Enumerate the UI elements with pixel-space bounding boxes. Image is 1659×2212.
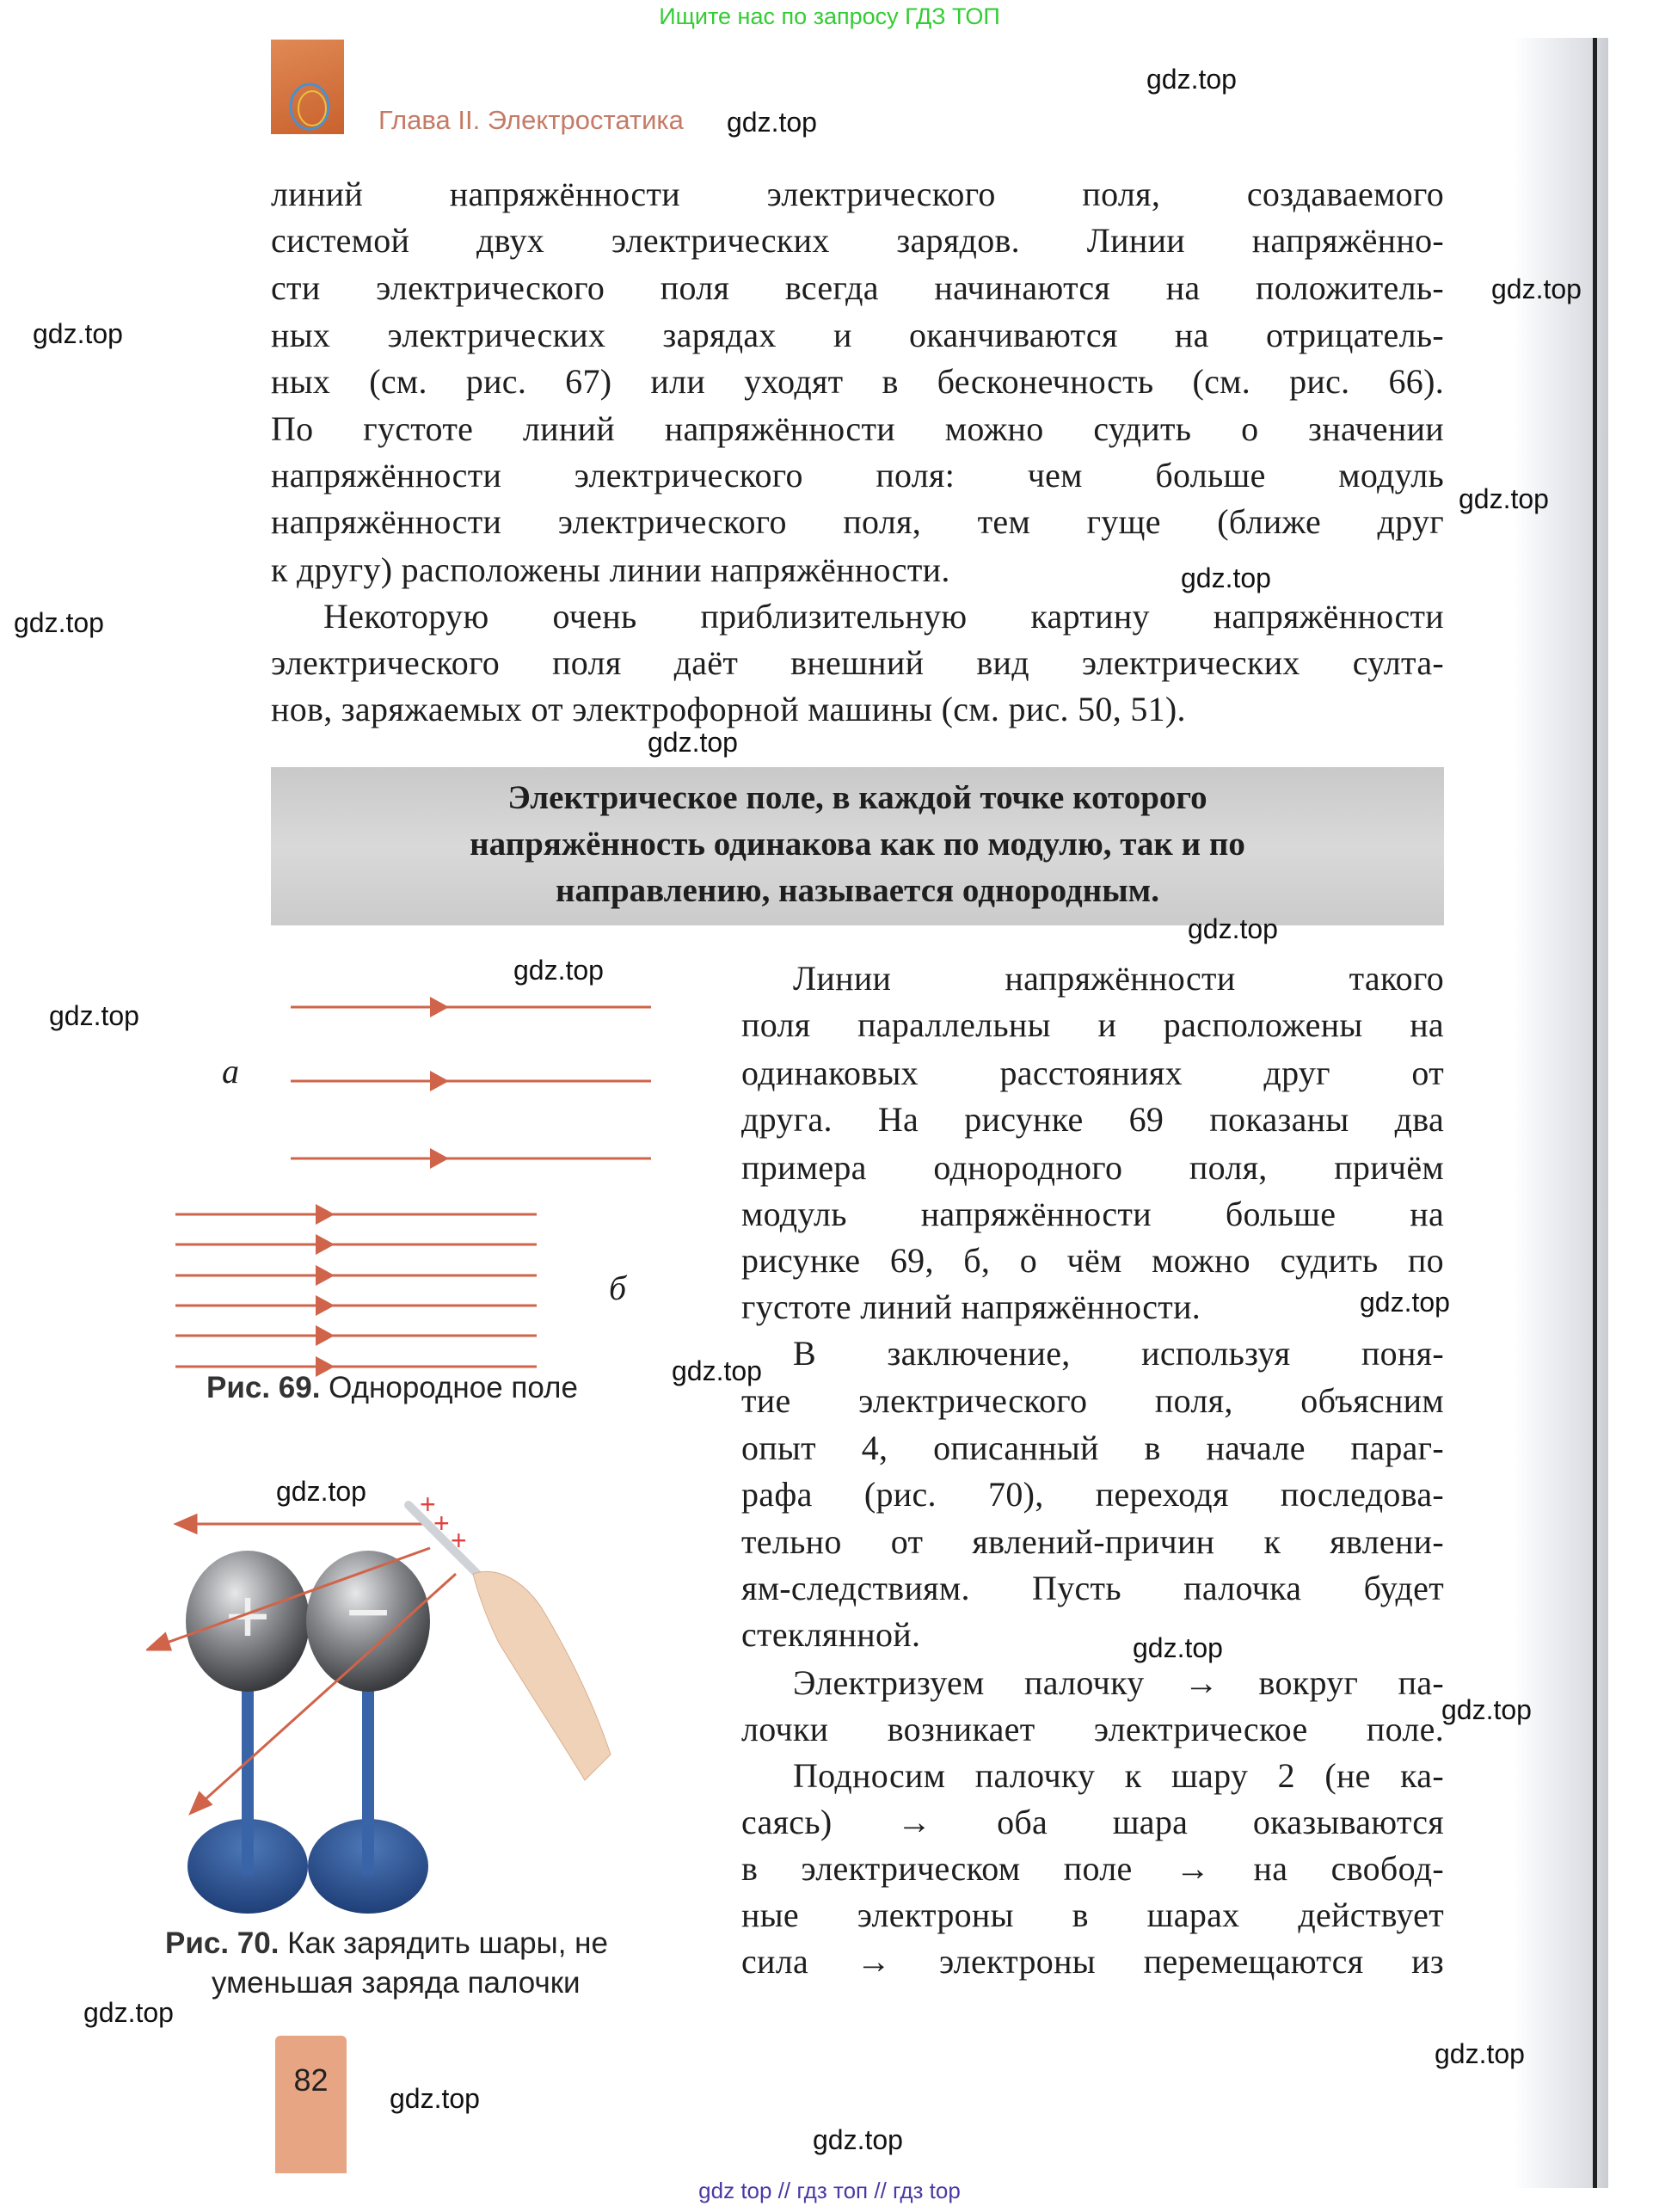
- watermark-text: gdz.top: [1459, 483, 1549, 514]
- rod-plus-3: +: [451, 1525, 467, 1556]
- text-line: саясь) → оба шара оказываются: [741, 1803, 1444, 1841]
- text-line: Электризуем палочку → вокруг па-: [793, 1663, 1444, 1702]
- text-line: тие электрического поля, объясним: [741, 1381, 1444, 1420]
- definition-line: Электрическое поле, в каждой точке которого: [507, 779, 1207, 816]
- watermark-text: gdz.top: [813, 2124, 903, 2155]
- text-line: электрического поля даёт внешний вид электрических султа-: [271, 643, 1444, 682]
- chapter-title: Глава II. Электростатика: [378, 105, 684, 135]
- figure-70-caption-line2: уменьшая заряда палочки: [212, 1966, 581, 2000]
- watermark-text: gdz.top: [1133, 1632, 1223, 1663]
- watermark-text: gdz.top: [390, 2083, 480, 2114]
- footer-links[interactable]: gdz top // гдз топ // гдз top: [698, 2178, 961, 2203]
- text-line: лочки возникает электрическое поле.: [741, 1710, 1444, 1748]
- text-line: друга. На рисунке 69 показаны два: [741, 1100, 1444, 1139]
- watermark-text: gdz.top: [14, 607, 104, 638]
- watermark-text: gdz.top: [513, 955, 604, 986]
- figure-70-title: Как зарядить шары, не: [279, 1926, 608, 1960]
- text-line: ные электроны в шарах действует: [741, 1896, 1444, 1934]
- watermark-text: gdz.top: [1181, 562, 1271, 593]
- text-line: ных (см. рис. 67) или уходят в бесконечность (см. рис. 66).: [271, 362, 1444, 401]
- field-line-69b: [175, 1295, 537, 1316]
- figure-69-title: Однородное поле: [320, 1371, 578, 1404]
- field-line-69b: [175, 1234, 537, 1255]
- figure-69-caption: [206, 1371, 578, 1405]
- text-line: нов, заряжаемых от электрофорной машины (см. рис. 50, 51).: [271, 690, 1186, 728]
- figure-70-caption-line1: [165, 1926, 608, 1961]
- figure-69-number: Рис. 69.: [206, 1371, 321, 1404]
- positive-charge-sign: +: [224, 1574, 271, 1660]
- text-line: рисунке 69, б, о чём можно судить по: [741, 1241, 1444, 1280]
- figure-69a-label: а: [222, 1052, 239, 1091]
- text-line: тельно от явлений-причин к явлени-: [741, 1522, 1444, 1561]
- page-edge-line: [1593, 38, 1597, 2188]
- text-line: ям-следствиям. Пусть палочка будет: [741, 1569, 1444, 1607]
- watermark-text: gdz.top: [1146, 64, 1237, 95]
- definition-line: направлению, называется однородным.: [556, 872, 1159, 909]
- text-line: линий напряжённости электрического поля, создаваемого: [271, 175, 1444, 213]
- text-line: к другу) расположены линии напряжённости.: [271, 550, 950, 589]
- text-line: сила → электроны перемещаются из: [741, 1942, 1444, 1981]
- watermark-text: gdz.top: [648, 727, 738, 758]
- text-line: напряжённости электрического поля, тем гуще (ближе друг: [271, 502, 1444, 541]
- text-line: поля параллельны и расположены на: [741, 1005, 1444, 1044]
- text-line: примера однородного поля, причём: [741, 1148, 1444, 1187]
- text-line: системой двух электрических зарядов. Линии напряжённо-: [271, 221, 1444, 260]
- text-line: в электрическом поле → на свобод-: [741, 1849, 1444, 1888]
- field-line-69b: [175, 1265, 537, 1286]
- watermark-text: gdz.top: [83, 1997, 174, 2028]
- field-line-69a: [291, 1148, 651, 1169]
- text-line: ных электрических зарядах и оканчиваются на отрицатель-: [271, 316, 1444, 354]
- rod-plus-2: +: [433, 1508, 450, 1539]
- text-line: одинаковых расстояниях друг от: [741, 1054, 1444, 1092]
- watermark-text: gdz.top: [1441, 1694, 1532, 1725]
- page-number-tab: [275, 2036, 347, 2173]
- watermark-text: gdz.top: [1491, 273, 1582, 304]
- text-line: В заключение, используя поня-: [793, 1334, 1444, 1373]
- text-line: Некоторую очень приблизительную картину напряжённости: [323, 597, 1444, 636]
- figure-70-number: Рис. 70.: [165, 1926, 280, 1960]
- definition-line: напряжённость одинакова как по модулю, так и по: [470, 826, 1245, 863]
- text-line: модуль напряжённости больше на: [741, 1195, 1444, 1233]
- watermark-text: gdz.top: [276, 1476, 366, 1507]
- text-line: Линии напряжённости такого: [793, 959, 1444, 998]
- watermark-text: gdz.top: [1188, 913, 1278, 944]
- figure-70-illustration: [146, 1496, 697, 1926]
- text-line: По густоте линий напряжённости можно судить о значении: [271, 409, 1444, 448]
- watermark-text: gdz.top: [672, 1355, 762, 1386]
- hand-illustration: [473, 1571, 611, 1780]
- search-banner[interactable]: Ищите нас по запросу ГДЗ ТОП: [659, 3, 1000, 29]
- watermark-text: gdz.top: [33, 318, 123, 349]
- text-line: стеклянной.: [741, 1615, 921, 1654]
- text-line: рафа (рис. 70), переходя последова-: [741, 1475, 1444, 1514]
- figure-69b-label: б: [609, 1269, 627, 1307]
- text-line: густоте линий напряжённости.: [741, 1287, 1201, 1326]
- field-line-69b: [175, 1325, 537, 1346]
- field-line-69a: [291, 1071, 651, 1091]
- watermark-text: gdz.top: [49, 1000, 139, 1031]
- page-number: 82: [293, 2062, 329, 2098]
- watermark-text: gdz.top: [727, 107, 817, 138]
- text-line: опыт 4, описанный в начале параг-: [741, 1429, 1444, 1467]
- negative-charge-sign: −: [345, 1570, 391, 1656]
- watermark-text: gdz.top: [1435, 2038, 1525, 2069]
- field-line-69a: [291, 997, 651, 1017]
- text-line: сти электрического поля всегда начинаются на положитель-: [271, 268, 1444, 307]
- text-line: напряжённости электрического поля: чем больше модуль: [271, 456, 1444, 495]
- field-line-69b: [175, 1204, 537, 1225]
- watermark-text: gdz.top: [1360, 1287, 1450, 1318]
- text-line: Подносим палочку к шару 2 (не ка-: [793, 1756, 1444, 1795]
- rod-plus-1: +: [420, 1496, 436, 1520]
